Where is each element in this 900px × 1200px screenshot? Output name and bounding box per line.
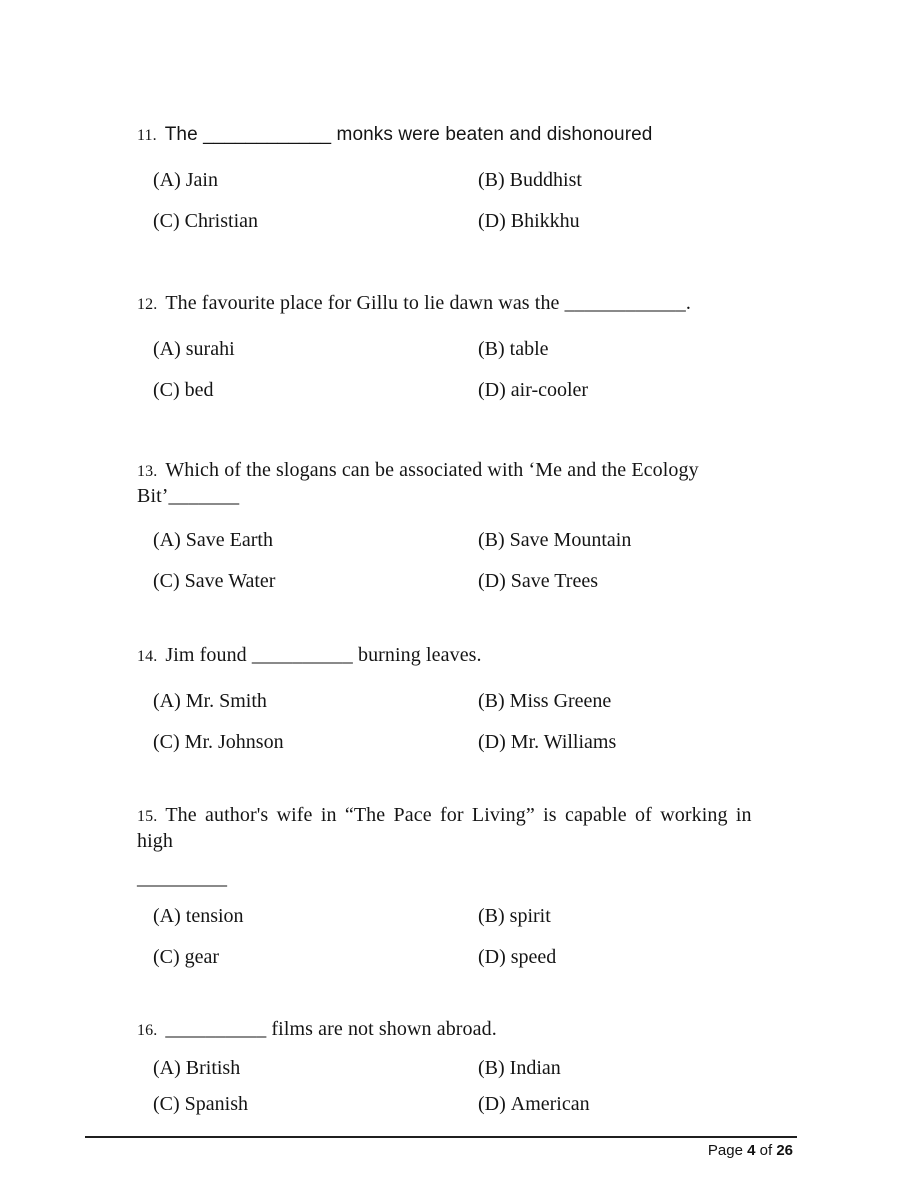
option-c — [153, 945, 478, 969]
option-b — [478, 1056, 792, 1080]
option-label: (C) — [153, 379, 180, 401]
options-grid — [100, 337, 792, 402]
option-a — [153, 1056, 478, 1080]
option-b — [478, 904, 792, 928]
question-number: 11. — [137, 127, 157, 144]
question-16 — [100, 1017, 792, 1116]
option-text: table — [509, 338, 549, 360]
question-stem-text: __________ films are not shown abroad. — [165, 1018, 497, 1040]
option-label: (C) — [153, 946, 180, 968]
option-text: American — [510, 1093, 590, 1115]
option-label: (A) — [153, 529, 181, 551]
question-stem-line — [137, 803, 792, 853]
option-label: (B) — [478, 529, 505, 551]
options-grid — [100, 1056, 792, 1116]
option-label: (C) — [153, 731, 180, 753]
option-label: (D) — [478, 731, 506, 753]
option-text: gear — [184, 946, 220, 968]
question-stem — [100, 291, 792, 317]
option-d — [478, 1092, 792, 1116]
option-d — [478, 209, 792, 233]
option-text: spirit — [509, 905, 551, 927]
question-stem-line — [137, 1017, 792, 1043]
option-text: Jain — [185, 169, 218, 191]
option-b — [478, 168, 792, 192]
option-a — [153, 528, 478, 552]
question-stem-line — [137, 122, 792, 148]
question-stem — [100, 643, 792, 669]
option-text: Christian — [184, 210, 259, 232]
option-label: (D) — [478, 1093, 506, 1115]
option-label: (D) — [478, 570, 506, 592]
option-b — [478, 528, 792, 552]
option-text: Miss Greene — [509, 690, 612, 712]
option-label: (C) — [153, 210, 180, 232]
question-number: 15. — [137, 808, 158, 825]
option-label: (B) — [478, 690, 505, 712]
option-text: Mr. Williams — [510, 731, 617, 753]
question-number: 16. — [137, 1022, 158, 1039]
footer-page-label: Page — [707, 1142, 743, 1159]
question-number: 13. — [137, 463, 158, 480]
option-text: Indian — [509, 1057, 561, 1079]
option-text: speed — [510, 946, 557, 968]
question-stem-line — [137, 458, 792, 508]
options-grid — [100, 168, 792, 233]
option-text: tension — [185, 905, 244, 927]
question-stem-text: The ____________ monks were beaten and dishonoured — [164, 124, 653, 145]
option-label: (D) — [478, 946, 506, 968]
question-number: 12. — [137, 296, 158, 313]
footer-divider — [85, 1136, 797, 1138]
question-stem-blank-line: _________ — [137, 867, 227, 889]
option-d — [478, 569, 792, 593]
option-label: (B) — [478, 1057, 505, 1079]
option-label: (B) — [478, 169, 505, 191]
question-stem-line — [137, 291, 792, 317]
question-15 — [100, 803, 792, 969]
question-stem-line — [137, 643, 792, 669]
option-text: Save Water — [184, 570, 276, 592]
option-text: Buddhist — [509, 169, 582, 191]
option-b — [478, 337, 792, 361]
option-label: (D) — [478, 379, 506, 401]
option-text: Save Earth — [185, 529, 273, 551]
question-stem — [100, 1017, 792, 1043]
option-label: (C) — [153, 570, 180, 592]
option-text: surahi — [185, 338, 235, 360]
option-text: Spanish — [184, 1093, 249, 1115]
question-stem-text: The author's wife in “The Pace for Living” is capable of working in high — [137, 804, 752, 852]
option-label: (A) — [153, 1057, 181, 1079]
option-text: Save Trees — [510, 570, 598, 592]
option-label: (B) — [478, 905, 505, 927]
option-a — [153, 337, 478, 361]
option-d — [478, 945, 792, 969]
option-c — [153, 569, 478, 593]
question-12 — [100, 291, 792, 402]
question-stem — [100, 803, 792, 890]
question-stem-text: The favourite place for Gillu to lie dawn was the ____________. — [165, 292, 691, 314]
option-a — [153, 904, 478, 928]
options-grid — [100, 904, 792, 969]
option-text: Save Mountain — [509, 529, 632, 551]
question-stem-text: Which of the slogans can be associated with ‘Me and the Ecology Bit’_______ — [137, 459, 699, 507]
option-a — [153, 689, 478, 713]
option-text: British — [185, 1057, 241, 1079]
option-text: Mr. Smith — [185, 690, 267, 712]
question-stem — [100, 458, 792, 508]
option-label: (A) — [153, 905, 181, 927]
question-11 — [100, 122, 792, 233]
options-grid — [100, 689, 792, 754]
option-d — [478, 378, 792, 402]
options-grid — [100, 528, 792, 593]
option-c — [153, 1092, 478, 1116]
option-text: air-cooler — [510, 379, 589, 401]
option-d — [478, 730, 792, 754]
option-text: Bhikkhu — [510, 210, 580, 232]
footer-of-label: of — [759, 1142, 773, 1159]
question-number: 14. — [137, 648, 158, 665]
option-label: (A) — [153, 690, 181, 712]
option-label: (D) — [478, 210, 506, 232]
option-c — [153, 209, 478, 233]
option-c — [153, 730, 478, 754]
question-14 — [100, 643, 792, 754]
option-label: (B) — [478, 338, 505, 360]
option-c — [153, 378, 478, 402]
option-text: bed — [184, 379, 214, 401]
option-b — [478, 689, 792, 713]
option-text: Mr. Johnson — [184, 731, 284, 753]
option-label: (C) — [153, 1093, 180, 1115]
option-label: (A) — [153, 338, 181, 360]
question-stem — [100, 122, 792, 148]
footer-page-total: 26 — [776, 1142, 793, 1159]
question-stem-text: Jim found __________ burning leaves. — [165, 644, 482, 666]
option-label: (A) — [153, 169, 181, 191]
page-footer — [0, 1142, 900, 1159]
question-13 — [100, 458, 792, 593]
option-a — [153, 168, 478, 192]
footer-page-number: 4 — [747, 1142, 756, 1159]
